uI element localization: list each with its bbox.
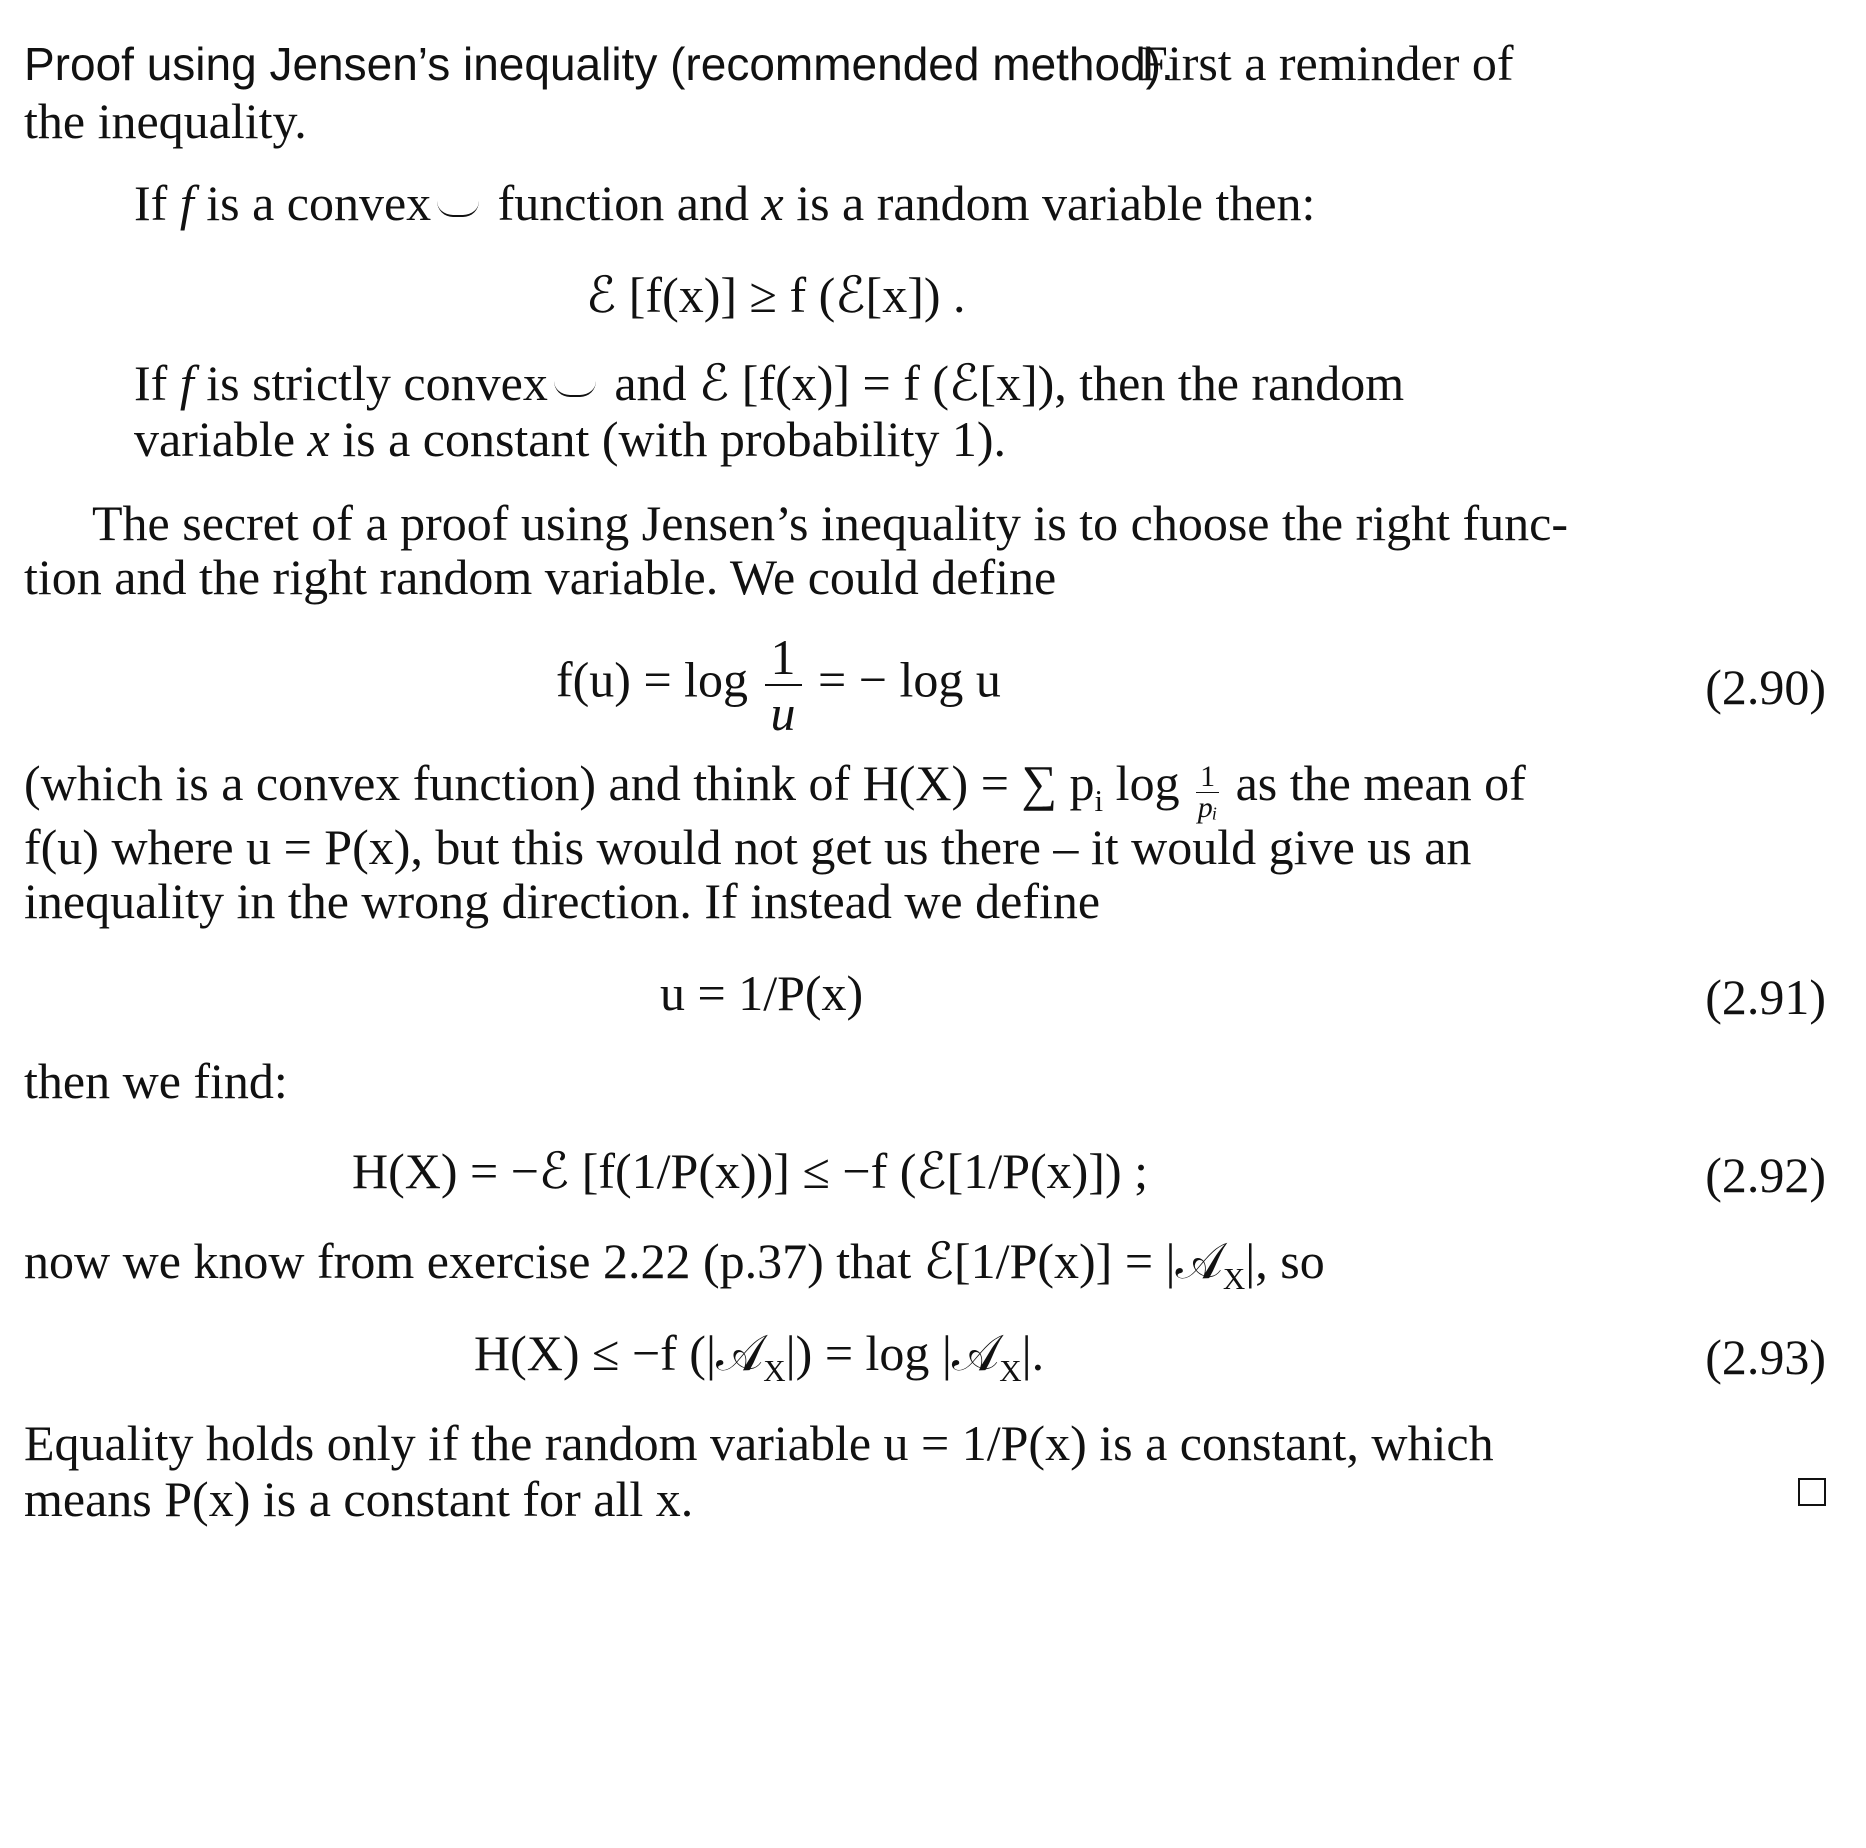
convex-smile-icon: [437, 201, 479, 217]
subscript: i: [1094, 783, 1104, 818]
text: (which is a convex function) and think of H(X) = ∑ p: [24, 755, 1095, 811]
equation-2-92: H(X) = −ℰ [f(1/P(x))] ≤ −f (ℰ[1/P(x)]) ;: [352, 1143, 1148, 1199]
para1-line2: tion and the right random variable. We could define: [24, 549, 1057, 605]
eq-lhs: f(u) = log: [556, 651, 749, 708]
equation-2-90: [556, 629, 1001, 741]
proof-title: Proof using Jensen’s inequality (recommended method).: [24, 38, 1174, 90]
fraction-denominator: u: [770, 685, 796, 741]
text: |, so: [1245, 1233, 1325, 1289]
heading-rest-line2: the inequality.: [24, 93, 307, 149]
equation-2-93: [474, 1325, 1045, 1388]
equation-number-2-92: (2.92): [1705, 1147, 1826, 1203]
qed-square-icon: [1798, 1478, 1826, 1506]
subscript: X: [999, 1353, 1022, 1388]
text: |) = log |𝒜: [785, 1325, 1000, 1381]
small-fraction: [1196, 762, 1219, 823]
convex-smile-icon: [554, 381, 596, 397]
text: variable: [134, 411, 296, 467]
text: is strictly convex: [206, 355, 548, 411]
final-line2: means P(x) is a constant for all x.: [24, 1471, 694, 1527]
theorem-line4: [134, 411, 1006, 467]
text: is a convex: [206, 175, 432, 231]
equation-number-2-91: (2.91): [1705, 969, 1826, 1025]
text: H(X) ≤ −f (|𝒜: [474, 1325, 764, 1381]
text: |.: [1021, 1325, 1045, 1381]
text: and ℰ [f(x)] = f (ℰ[x]), then the random: [614, 355, 1405, 411]
text: log: [1103, 755, 1180, 811]
equation-number-2-93: (2.93): [1705, 1329, 1826, 1385]
text: If: [134, 175, 168, 231]
text: as the mean of: [1235, 755, 1526, 811]
math-x: x: [307, 411, 330, 467]
text: is a random variable then:: [796, 175, 1316, 231]
text: now we know from exercise 2.22 (p.37) that ℰ[1/P(x)] = |𝒜: [24, 1233, 1223, 1289]
text: If: [134, 355, 168, 411]
then-line: then we find:: [24, 1053, 288, 1109]
heading-rest-line1: First a reminder of: [1140, 35, 1514, 91]
subscript: X: [1222, 1261, 1246, 1296]
subscript: X: [763, 1353, 786, 1388]
math-f: f: [179, 175, 194, 231]
text: function and: [497, 175, 749, 231]
para1-line1: The secret of a proof using Jensen’s inequality is to choose the right func-: [92, 495, 1569, 551]
fraction-denominator: pᵢ: [1197, 791, 1218, 825]
eq-rhs: = − log u: [818, 651, 1001, 708]
math-f: f: [179, 355, 194, 411]
fraction-numerator: 1: [1196, 762, 1219, 793]
equation-number-2-90: (2.90): [1705, 659, 1826, 715]
text: is a constant (with probability 1).: [342, 411, 1006, 467]
theorem-line1: [134, 175, 1316, 231]
proof-heading: [24, 38, 1174, 88]
para2-line3: inequality in the wrong direction. If instead we define: [24, 873, 1101, 929]
equation-2-91: u = 1/P(x): [660, 965, 864, 1021]
para2-line1: [24, 755, 1526, 825]
para2-line2: f(u) where u = P(x), but this would not get us there – it would give us an: [24, 819, 1472, 875]
math-x: x: [761, 175, 784, 231]
fraction: [765, 629, 802, 741]
jensen-inequality-display: ℰ [f(x)] ≥ f (ℰ[x]) .: [586, 267, 966, 323]
final-line1: Equality holds only if the random variable u = 1/P(x) is a constant, which: [24, 1415, 1494, 1471]
fraction-numerator: 1: [765, 632, 802, 686]
theorem-line3: [134, 355, 1405, 411]
now-line: [24, 1233, 1325, 1296]
